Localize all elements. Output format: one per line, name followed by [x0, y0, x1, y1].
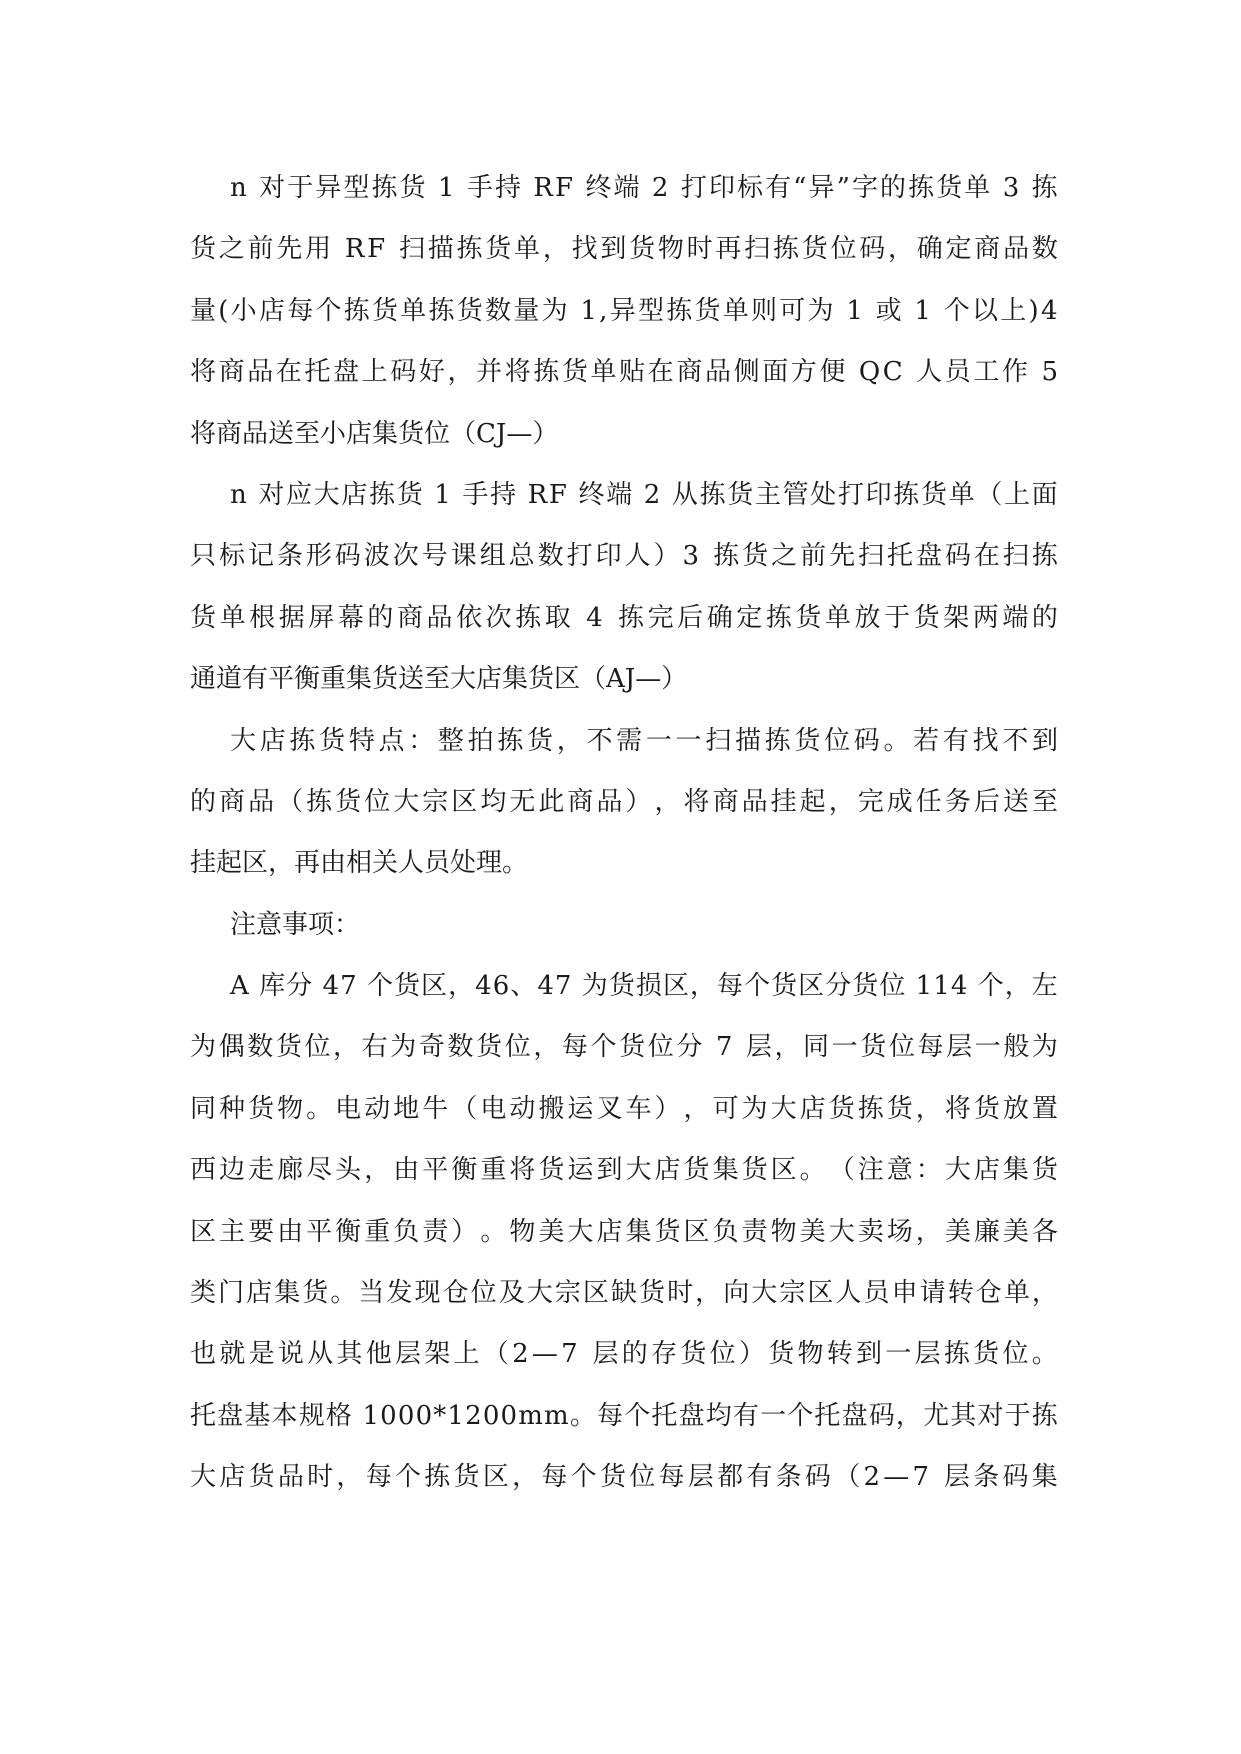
text-line: 货 单 根 据 屏 幕 的 商 品 依 次 拣 取 4 拣 完 后 确 定 拣 货 单 放 于 货 架 两 端 的: [190, 602, 1058, 633]
text-line: 托 盘 基 本 规 格 1 0 0 0 * 1 2 0 0 m m 。 每 个 托 盘 均 有 一 个 托 盘 码 ， 尤 其 对 于 拣: [190, 1400, 1058, 1431]
text-line: 大 店 拣 货 特 点 ： 整 拍 拣 货 ， 不 需 一 一 扫 描 拣 货 位 码 。 若 有 找 不 到: [230, 725, 1058, 756]
text-line: 类 门 店 集 货 。 当 发 现 仓 位 及 大 宗 区 缺 货 时 ， 向 大 宗 区 人 员 申 请 转 仓 单 ，: [190, 1278, 1058, 1309]
text-line: 为 偶 数 货 位 ， 右 为 奇 数 货 位 ， 每 个 货 位 分 7 层 ， 同 一 货 位 每 层 一 般 为: [190, 1032, 1058, 1063]
text-line: 将 商 品 在 托 盘 上 码 好 ， 并 将 拣 货 单 贴 在 商 品 侧 面 方 便 Q C 人 员 工 作 5: [190, 357, 1058, 388]
text-line: 同 种 货 物 。 电 动 地 牛 （ 电 动 搬 运 叉 车 ） ， 可 为 大 店 货 拣 货 ， 将 货 放 置: [190, 1093, 1058, 1124]
text-line: n 对 于 异 型 拣 货 1 手 持 R F 终 端 2 打 印 标 有 “ 异 ” 字 的 拣 货 单 3 拣: [230, 173, 1058, 203]
text-line: 也 就 是 说 从 其 他 层 架 上 （ 2 — 7 层 的 存 货 位 ） 货 物 转 到 一 层 拣 货 位 。: [190, 1339, 1058, 1370]
document-body: [190, 158, 1058, 1509]
text-line: n 对 应 大 店 拣 货 1 手 持 R F 终 端 2 从 拣 货 主 管 处 打 印 拣 货 单 （ 上 面: [230, 479, 1058, 510]
text-line: 只 标 记 条 形 码 波 次 号 课 组 总 数 打 印 人 ） 3 拣 货 之 前 先 扫 托 盘 码 在 扫 拣: [190, 541, 1058, 572]
text-line: 注意事项：: [230, 909, 361, 940]
text-line: 西 边 走 廊 尽 头 ， 由 平 衡 重 将 货 运 到 大 店 货 集 货 区 。 （ 注 意 ： 大 店 集 货: [190, 1155, 1058, 1186]
text-line: 将商品送至小店集货位（CJ—）: [190, 418, 559, 449]
text-line: 的 商 品 （ 拣 货 位 大 宗 区 均 无 此 商 品 ） ， 将 商 品 挂 起 ， 完 成 任 务 后 送 至: [190, 786, 1058, 817]
text-line: 货 之 前 先 用 R F 扫 描 拣 货 单 ， 找 到 货 物 时 再 扫 拣 货 位 码 ， 确 定 商 品 数: [190, 234, 1058, 265]
text-line: 通道有平衡重集货送至大店集货区（AJ—）: [190, 664, 688, 695]
text-line: 大 店 货 品 时 ， 每 个 拣 货 区 ， 每 个 货 位 每 层 都 有 条 码 （ 2 — 7 层 条 码 集: [190, 1462, 1058, 1493]
text-line: 区 主 要 由 平 衡 重 负 责 ） 。 物 美 大 店 集 货 区 负 责 物 美 大 卖 场 ， 美 廉 美 各: [190, 1216, 1058, 1247]
text-line: 量 ( 小 店 每 个 拣 货 单 拣 货 数 量 为 1 , 异 型 拣 货 单 则 可 为 1 或 1 个 以 上 ) 4: [190, 295, 1058, 326]
text-line: A 库 分 4 7 个 货 区 ， 4 6 、 4 7 为 货 损 区 ， 每 个 货 区 分 货 位 1 1 4 个 ， 左: [230, 971, 1058, 1002]
text-line: 挂起区，再由相关人员处理。: [190, 848, 529, 879]
